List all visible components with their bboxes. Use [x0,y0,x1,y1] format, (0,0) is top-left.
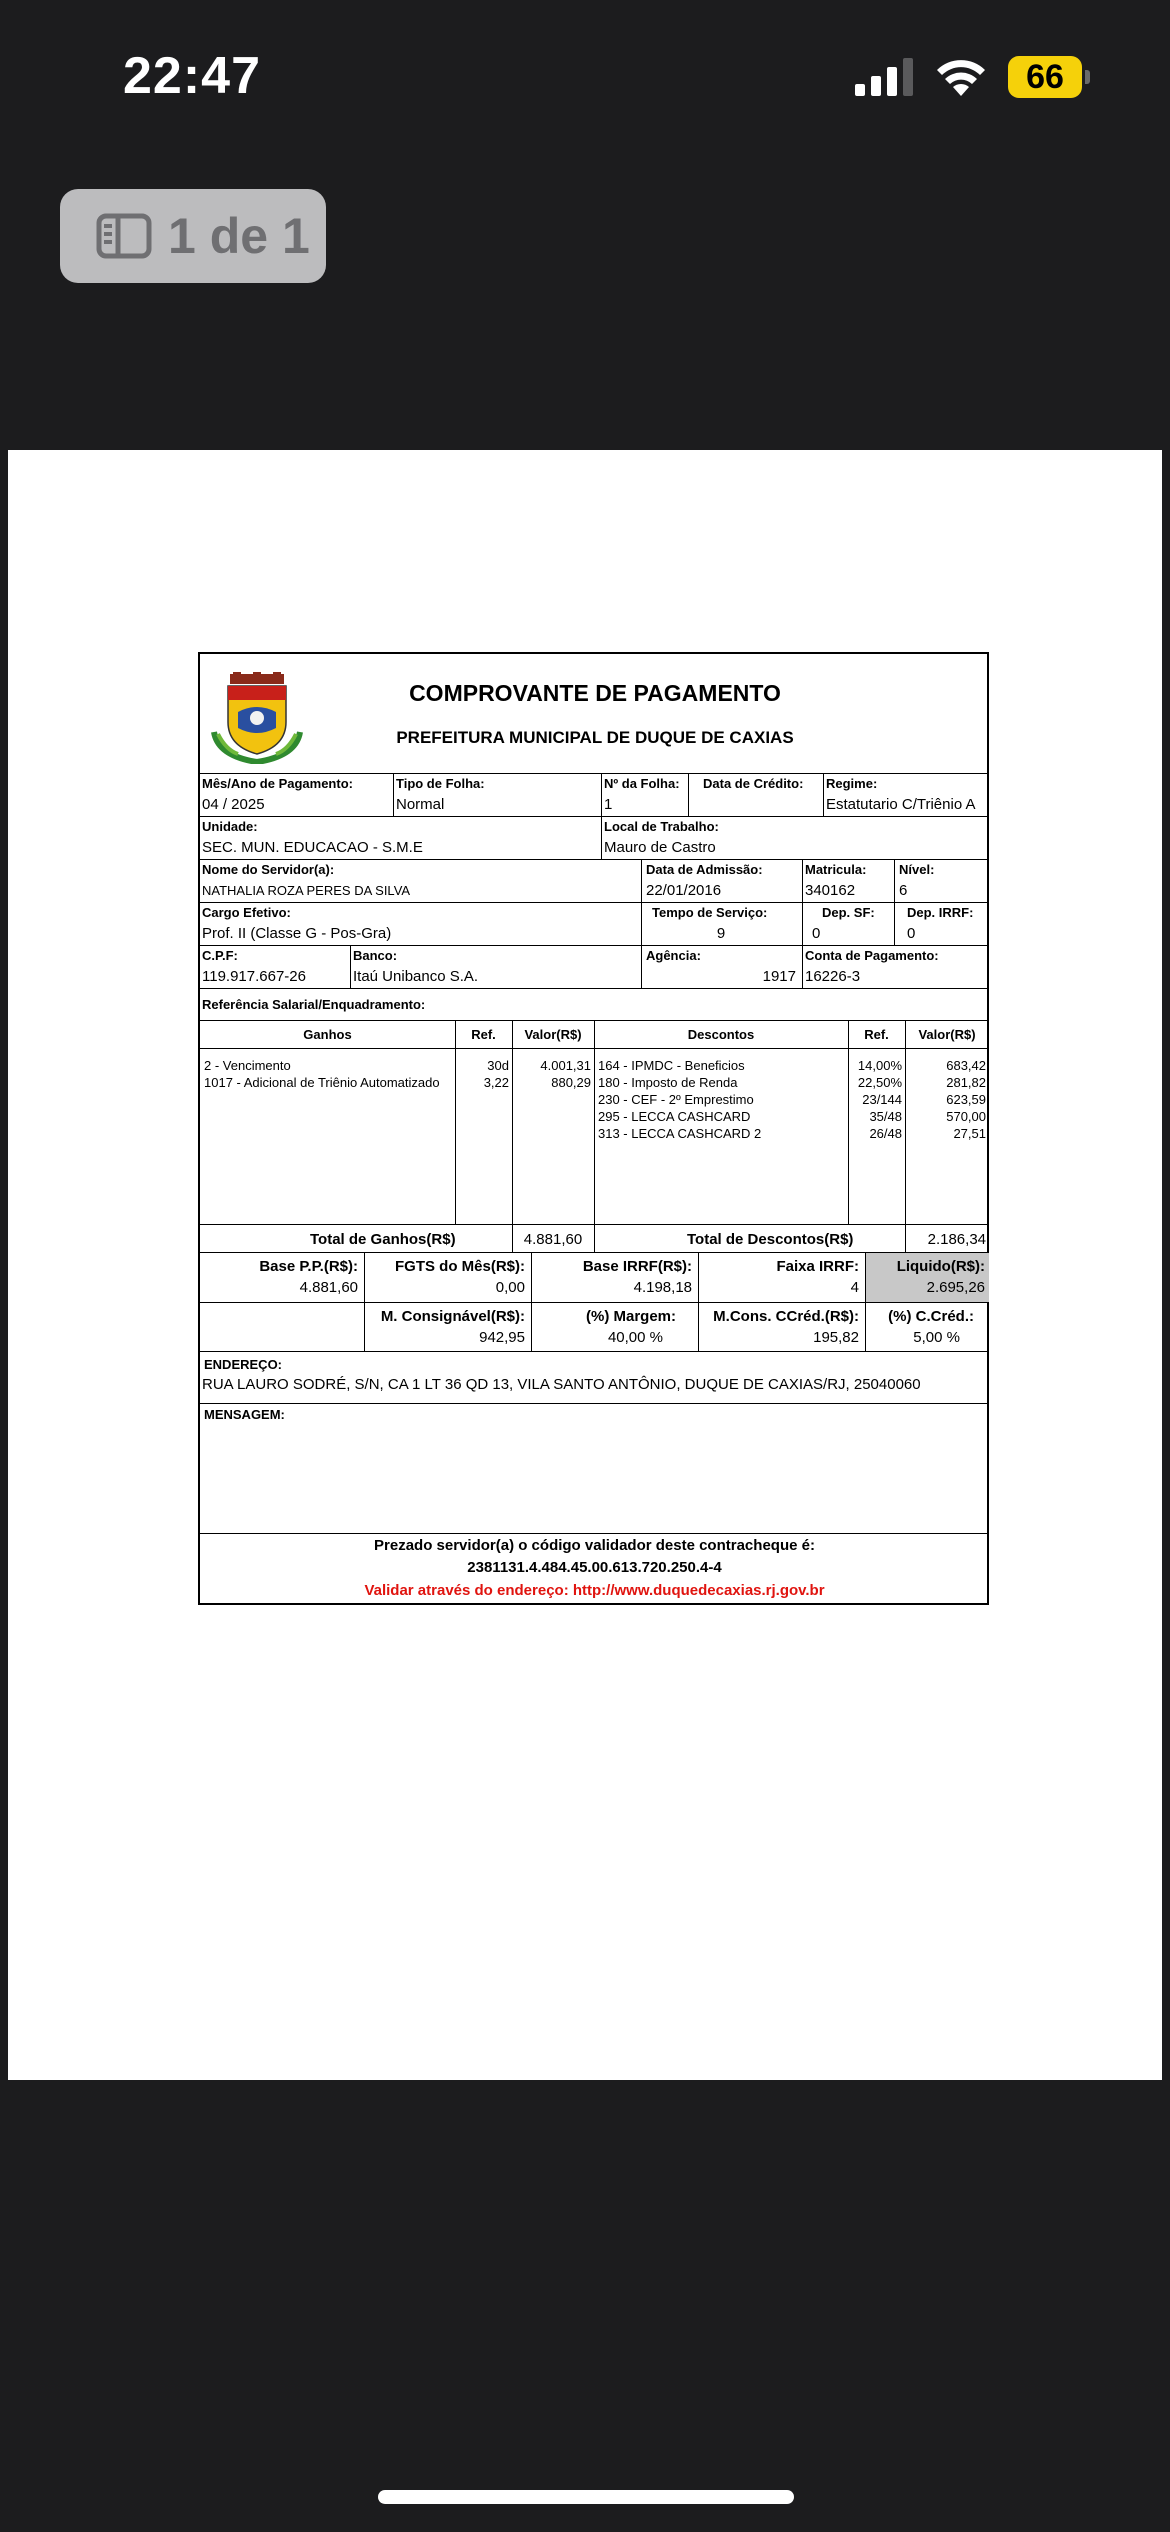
nivel-value: 6 [899,882,908,899]
cargo-label: Cargo Efetivo: [202,905,291,920]
endereco-value: RUA LAURO SODRÉ, S/N, CA 1 LT 36 QD 13, VILA SANTO ANTÔNIO, DUQUE DE CAXIAS/RJ, 25040060 [202,1376,921,1393]
regime-label: Regime: [826,776,878,791]
slip-title: COMPROVANTE DE PAGAMENTO [409,680,781,706]
margem-label: (%) Margem: [585,1308,676,1325]
desconto-desc: 295 - LECCA CASHCARD [598,1109,751,1124]
slip-subtitle: PREFEITURA MUNICIPAL DE DUQUE DE CAXIAS [396,728,794,747]
nome-value: NATHALIA ROZA PERES DA SILVA [202,883,411,898]
validator-intro: Prezado servidor(a) o código validador deste contracheque é: [374,1537,815,1554]
depirrf-label: Dep. IRRF: [907,905,974,920]
banco-value: Itaú Unibanco S.A. [353,968,479,985]
desconto-ref: 35/48 [869,1109,902,1124]
ref2-header: Ref. [864,1027,889,1042]
endereco-label: ENDEREÇO: [204,1357,283,1372]
validator-code: 2381131.4.484.45.00.613.720.250.4-4 [467,1559,722,1576]
descontos-header: Descontos [687,1027,755,1042]
status-bar [0,0,1170,140]
desconto-ref: 22,50% [857,1075,902,1090]
wifi-icon [935,56,987,96]
baseirrf-value: 4.198,18 [633,1279,692,1296]
home-indicator[interactable] [378,2490,794,2504]
desconto-desc: 180 - Imposto de Renda [598,1075,738,1090]
desconto-desc: 230 - CEF - 2º Emprestimo [598,1092,754,1107]
cpf-value: 119.917.667-26 [202,968,306,985]
depsf-label: Dep. SF: [822,905,875,920]
liquido-label: Liquido(R$): [896,1258,985,1275]
nivel-label: Nível: [899,862,935,877]
agencia-value: 1917 [762,968,796,985]
mconsig-label: M. Consignável(R$): [380,1308,525,1325]
liquido-value: 2.695,26 [926,1279,985,1296]
cpf-label: C.P.F: [202,948,238,963]
depsf-value: 0 [812,925,821,942]
ccred-value: 5,00 % [913,1329,960,1346]
page-indicator-label: 1 de 1 [168,208,310,264]
admissao-value: 22/01/2016 [646,882,722,899]
depirrf-value: 0 [907,925,916,942]
mcons-value: 195,82 [813,1329,859,1346]
conta-label: Conta de Pagamento: [805,948,939,963]
tempo-value: 9 [716,925,726,942]
local-value: Mauro de Castro [604,839,716,856]
cargo-value: Prof. II (Classe G - Pos-Gra) [202,925,392,942]
basepp-label: Base P.P.(R$): [259,1258,358,1275]
valor2-header: Valor(R$) [918,1027,976,1042]
matricula-label: Matricula: [805,862,867,877]
desconto-ref: 14,00% [857,1058,902,1073]
desconto-valor: 570,00 [946,1109,986,1124]
margem-value: 40,00 % [607,1329,663,1346]
desconto-valor: 623,59 [946,1092,986,1107]
page-indicator[interactable] [60,189,326,283]
referencia-label: Referência Salarial/Enquadramento: [202,997,426,1012]
conta-value: 16226-3 [805,968,861,985]
admissao-label: Data de Admissão: [646,862,763,877]
battery-level: 66 [1026,58,1064,96]
mensagem-label: MENSAGEM: [204,1407,285,1422]
valor1-header: Valor(R$) [524,1027,582,1042]
ganho-desc: 1017 - Adicional de Triênio Automatizado [204,1075,440,1090]
payslip [198,652,989,1605]
faixa-label: Faixa IRRF: [776,1258,859,1275]
desconto-valor: 683,42 [946,1058,986,1073]
basepp-value: 4.881,60 [299,1279,358,1296]
mconsig-value: 942,95 [479,1329,525,1346]
nome-label: Nome do Servidor(a): [202,862,335,877]
total-ganhos-label: Total de Ganhos(R$) [310,1231,456,1248]
banco-label: Banco: [353,948,398,963]
ganho-ref: 3,22 [483,1075,509,1090]
ganho-ref: 30d [487,1058,509,1073]
desconto-desc: 164 - IPMDC - Beneficios [598,1058,745,1073]
unidade-label: Unidade: [202,819,258,834]
nfolha-label: Nº da Folha: [604,776,680,791]
ganho-valor: 4.001,31 [540,1058,591,1073]
faixa-value: 4 [850,1279,859,1296]
ganho-valor: 880,29 [551,1075,591,1090]
ref1-header: Ref. [471,1027,496,1042]
desconto-valor: 281,82 [946,1075,986,1090]
tempo-label: Tempo de Serviço: [652,905,768,920]
unidade-value: SEC. MUN. EDUCACAO - S.M.E [202,839,423,856]
ganhos-header: Ganhos [303,1027,352,1042]
credito-label: Data de Crédito: [703,776,804,791]
matricula-value: 340162 [805,882,856,899]
ccred-label: (%) C.Créd.: [888,1308,974,1325]
validator-link[interactable]: Validar através do endereço: http://www.duquedecaxias.rj.gov.br [364,1582,825,1599]
tipo-value: Normal [396,796,445,813]
mcons-label: M.Cons. CCréd.(R$): [713,1308,859,1325]
desconto-ref: 26/48 [869,1126,902,1141]
tipo-label: Tipo de Folha: [396,776,485,791]
local-label: Local de Trabalho: [604,819,719,834]
fgts-label: FGTS do Mês(R$): [395,1258,525,1275]
status-time: 22:47 [123,47,261,105]
desconto-ref: 23/144 [862,1092,902,1107]
ganho-desc: 2 - Vencimento [204,1058,291,1073]
battery-icon [1008,56,1090,98]
total-descontos-value: 2.186,34 [927,1231,986,1248]
desconto-valor: 27,51 [953,1126,986,1141]
nfolha-value: 1 [604,796,613,813]
desconto-desc: 313 - LECCA CASHCARD 2 [598,1126,762,1141]
mes-value: 04 / 2025 [202,796,265,813]
regime-value: Estatutario C/Triênio A [826,796,976,813]
mes-label: Mês/Ano de Pagamento: [202,776,353,791]
total-descontos-label: Total de Descontos(R$) [687,1231,854,1248]
total-ganhos-value: 4.881,60 [523,1231,583,1248]
fgts-value: 0,00 [495,1279,525,1296]
municipal-crest-icon [208,672,306,764]
sidebar-icon[interactable] [96,213,152,259]
agencia-label: Agência: [646,948,701,963]
signal-icon [855,58,915,96]
baseirrf-label: Base IRRF(R$): [582,1258,692,1275]
